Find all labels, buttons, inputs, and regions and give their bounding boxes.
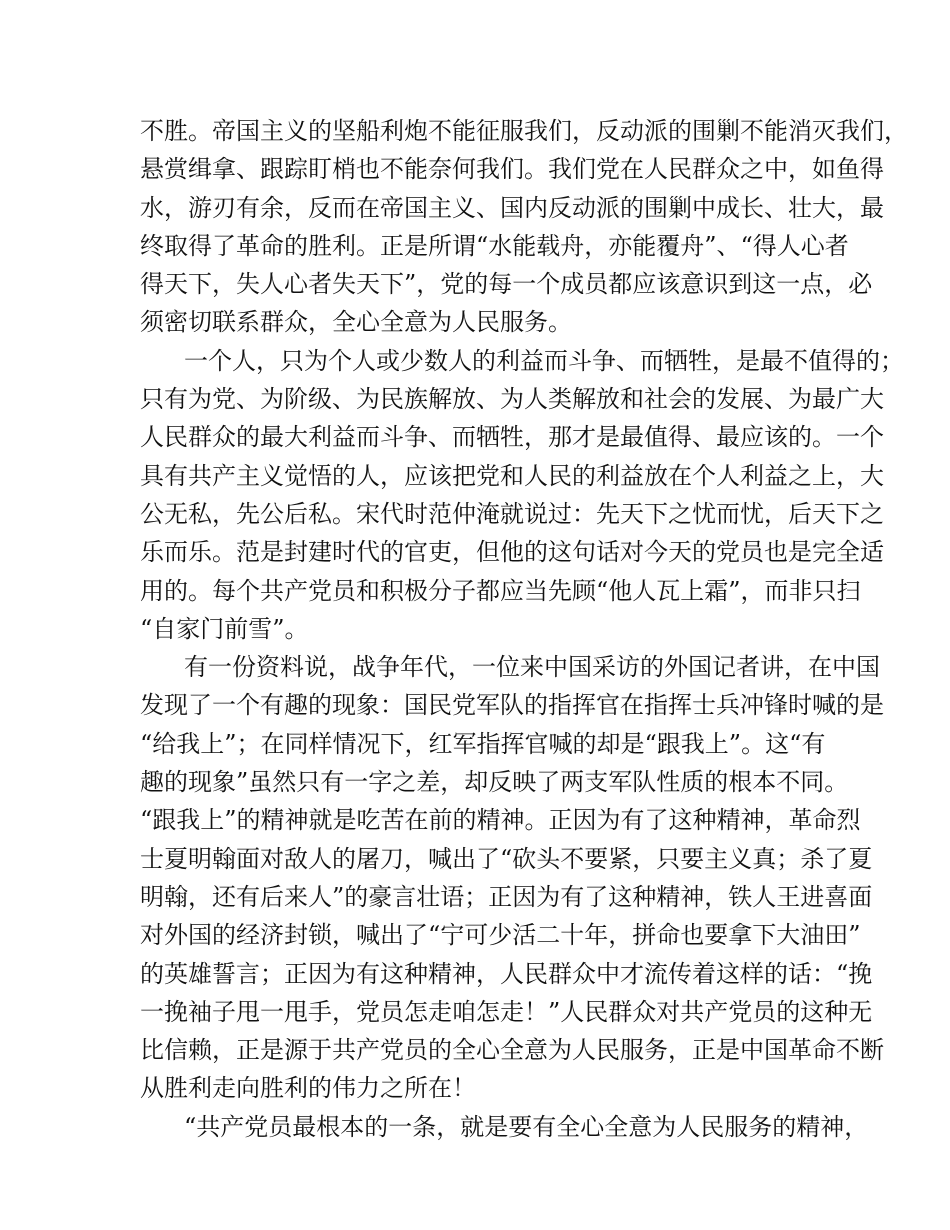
paragraph <box>140 648 884 1108</box>
text-line: 比信赖，正是源于共产党员的全心全意为人民服务，正是中国革命不断 <box>140 1036 884 1065</box>
text-line: “跟我上”的精神就是吃苦在前的精神。正因为有了这种精神，革命烈 <box>140 806 861 835</box>
text-line: 得天下，失人心者失天下”，党的每一个成员都应该意识到这一点，必 <box>140 270 873 299</box>
text-line: 从胜利走向胜利的伟力之所在！ <box>140 1074 476 1103</box>
text-line: 士夏明翰面对敌人的屠刀，喊出了“砍头不要紧，只要主义真；杀了夏 <box>140 844 873 873</box>
text-line: “给我上”；在同样情况下，红军指挥官喊的却是“跟我上”。这“有 <box>140 729 826 758</box>
text-line: 人民群众的最大利益而斗争、而牺牲，那才是最值得、最应该的。一个 <box>140 423 884 452</box>
text-line: 须密切联系群众，全心全意为人民服务。 <box>140 308 572 337</box>
paragraph <box>140 342 904 648</box>
text-line: 悬赏缉拿、跟踪盯梢也不能奈何我们。我们党在人民群众之中，如鱼得 <box>140 155 884 184</box>
text-line: 不胜。帝国主义的坚船利炮不能征服我们，反动派的围剿不能消灭我们， <box>140 117 908 145</box>
text-line: 发现了一个有趣的现象：国民党军队的指挥官在指挥士兵冲锋时喊的是 <box>140 691 884 720</box>
text-line: 明翰，还有后来人”的豪言壮语；正因为有了这种精神，铁人王进喜面 <box>140 882 873 911</box>
text-line: 的英雄誓言；正因为有这种精神，人民群众中才流传着这样的话：“挽 <box>140 959 873 988</box>
text-line: 具有共产主义觉悟的人，应该把党和人民的利益放在个人利益之上，大 <box>140 461 884 490</box>
text-line: “自家门前雪”。 <box>140 614 309 643</box>
text-line: 有一份资料说，战争年代，一位来中国采访的外国记者讲，在中国 <box>184 653 880 682</box>
text-line: 趣的现象”虽然只有一字之差，却反映了两支军队性质的根本不同。 <box>140 768 849 797</box>
body-text <box>140 112 908 1146</box>
text-line: 一挽袖子甩一甩手，党员怎走咱怎走！”人民群众对共产党员的这种无 <box>140 997 873 1026</box>
text-line: 终取得了革命的胜利。正是所谓“水能载舟，亦能覆舟”、“得人心者 <box>140 231 849 260</box>
text-line: 一个人，只为个人或少数人的利益而斗争、而牺牲，是最不值得的； <box>184 346 904 375</box>
text-line: 用的。每个共产党员和积极分子都应当先顾“他人瓦上霜”，而非只扫 <box>140 576 861 605</box>
text-line: 公无私，先公后私。宋代时范仲淹就说过：先天下之忧而忧，后天下之 <box>140 499 884 528</box>
text-line: 对外国的经济封锁，喊出了“宁可少活二十年，拼命也要拿下大油田” <box>140 921 861 950</box>
text-line: 乐而乐。范是封建时代的官吏，但他的这句话对今天的党员也是完全适 <box>140 538 884 567</box>
paragraph <box>140 112 908 342</box>
text-line: “共产党员最根本的一条，就是要有全心全意为人民服务的精神， <box>184 1112 869 1141</box>
text-line: 只有为党、为阶级、为民族解放、为人类解放和社会的发展、为最广大 <box>140 385 884 414</box>
text-line: 水，游刃有余，反而在帝国主义、国内反动派的围剿中成长、壮大，最 <box>140 193 884 222</box>
paragraph <box>140 1108 869 1146</box>
